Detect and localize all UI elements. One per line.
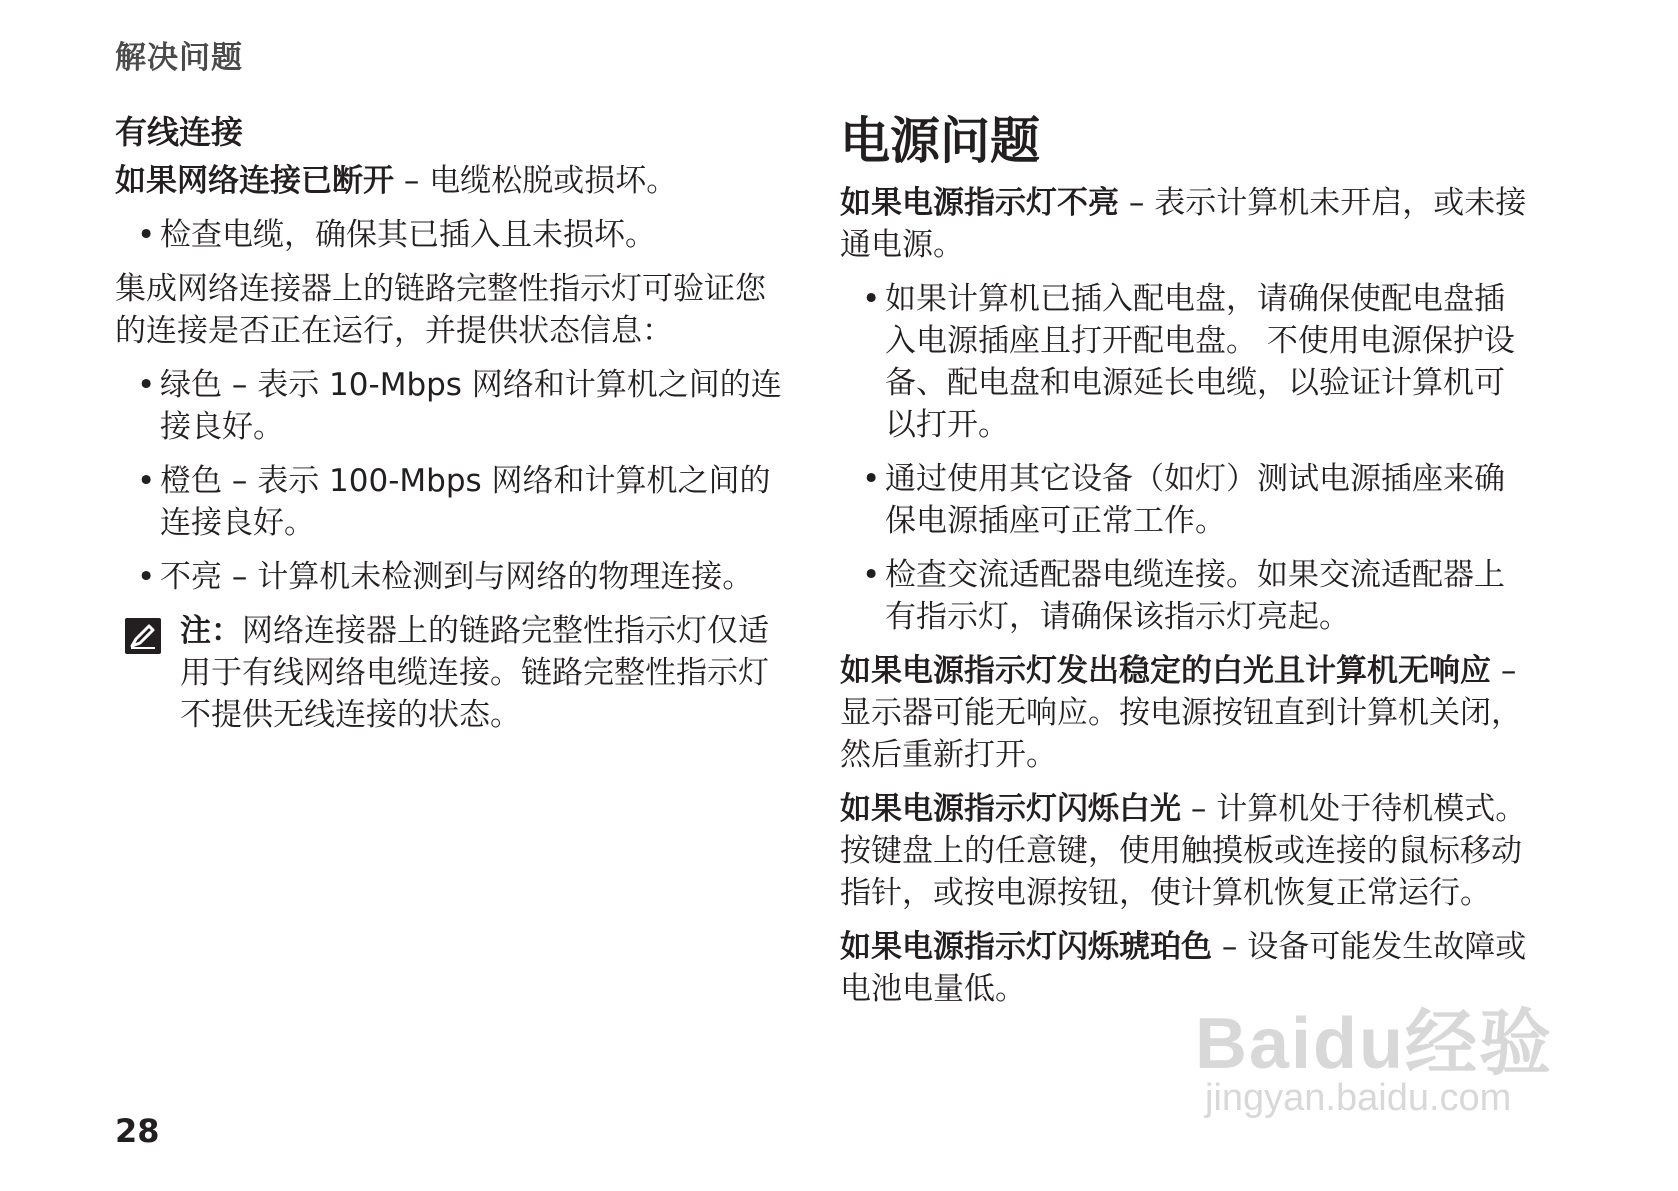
condition-text: – 电缆松脱或损坏。: [394, 163, 678, 199]
running-header: 解决问题: [115, 40, 243, 76]
page-number: 28: [115, 1112, 160, 1150]
condition-text: – 显示器可能无响应。按电源按钮直到计算机关闭，然后重新打开。: [840, 653, 1522, 773]
list-item: • 橙色 – 表示 100-Mbps 网络和计算机之间的连接良好。: [115, 460, 795, 544]
power-problems-title: 电源问题: [840, 112, 1040, 170]
power-check-list: [840, 278, 1530, 638]
list-item: • 检查电缆，确保其已插入且未损坏。: [115, 214, 795, 256]
baidu-watermark: [1195, 985, 1554, 1119]
list-item: • 检查交流适配器电缆连接。如果交流适配器上有指示灯，请确保该指示灯亮起。: [840, 554, 1530, 638]
note-pencil-icon: [125, 618, 161, 654]
condition-label: 如果电源指示灯闪烁琥珀色: [840, 929, 1212, 965]
condition-text: – 表示计算机未开启，或未接通电源。: [840, 185, 1527, 263]
note-block: [115, 610, 795, 736]
note-label: 注：: [180, 613, 242, 649]
list-item: • 如果计算机已插入配电盘，请确保使配电盘插入电源插座且打开配电盘。 不使用电源保护设备、配电盘和电源延长电缆，以验证计算机可以打开。: [840, 278, 1530, 446]
list-item: • 通过使用其它设备（如灯）测试电源插座来确保电源插座可正常工作。: [840, 458, 1530, 542]
link-integrity-paragraph: 集成网络连接器上的链路完整性指示灯可验证您的连接是否正在运行，并提供状态信息：: [115, 271, 766, 349]
cable-check-list: [115, 214, 795, 256]
condition-label: 如果电源指示灯发出稳定的白光且计算机无响应: [840, 653, 1491, 689]
condition-text: – 设备可能发生故障或电池电量低。: [840, 929, 1527, 1007]
blinking-white-light-paragraph: [840, 788, 1530, 914]
list-item: • 绿色 – 表示 10-Mbps 网络和计算机之间的连接良好。: [115, 364, 795, 448]
watermark-url: jingyan.baidu.com: [1205, 1077, 1512, 1119]
condition-text: – 计算机处于待机模式。 按键盘上的任意键，使用触摸板或连接的鼠标移动指针，或按电源按钮，使计算机恢复正常运行。: [840, 791, 1527, 911]
condition-label: 如果电源指示灯不亮: [840, 185, 1119, 221]
wired-connection-heading: 有线连接: [115, 113, 244, 151]
condition-label: 如果网络连接已断开: [115, 163, 394, 199]
steady-white-light-paragraph: [840, 650, 1530, 776]
list-item: • 不亮 – 计算机未检测到与网络的物理连接。: [115, 556, 795, 598]
network-disconnected-paragraph: [115, 160, 795, 202]
note-text: 网络连接器上的链路完整性指示灯仅适用于有线网络电缆连接。链路完整性指示灯不提供无线连接的状态。: [180, 613, 769, 733]
left-column: [115, 110, 795, 736]
condition-label: 如果电源指示灯闪烁白光: [840, 791, 1181, 827]
right-column: [840, 108, 1530, 1022]
watermark-logo: Baidu经验: [1195, 1004, 1554, 1084]
link-status-list: [115, 364, 795, 598]
power-light-off-paragraph: [840, 182, 1530, 266]
